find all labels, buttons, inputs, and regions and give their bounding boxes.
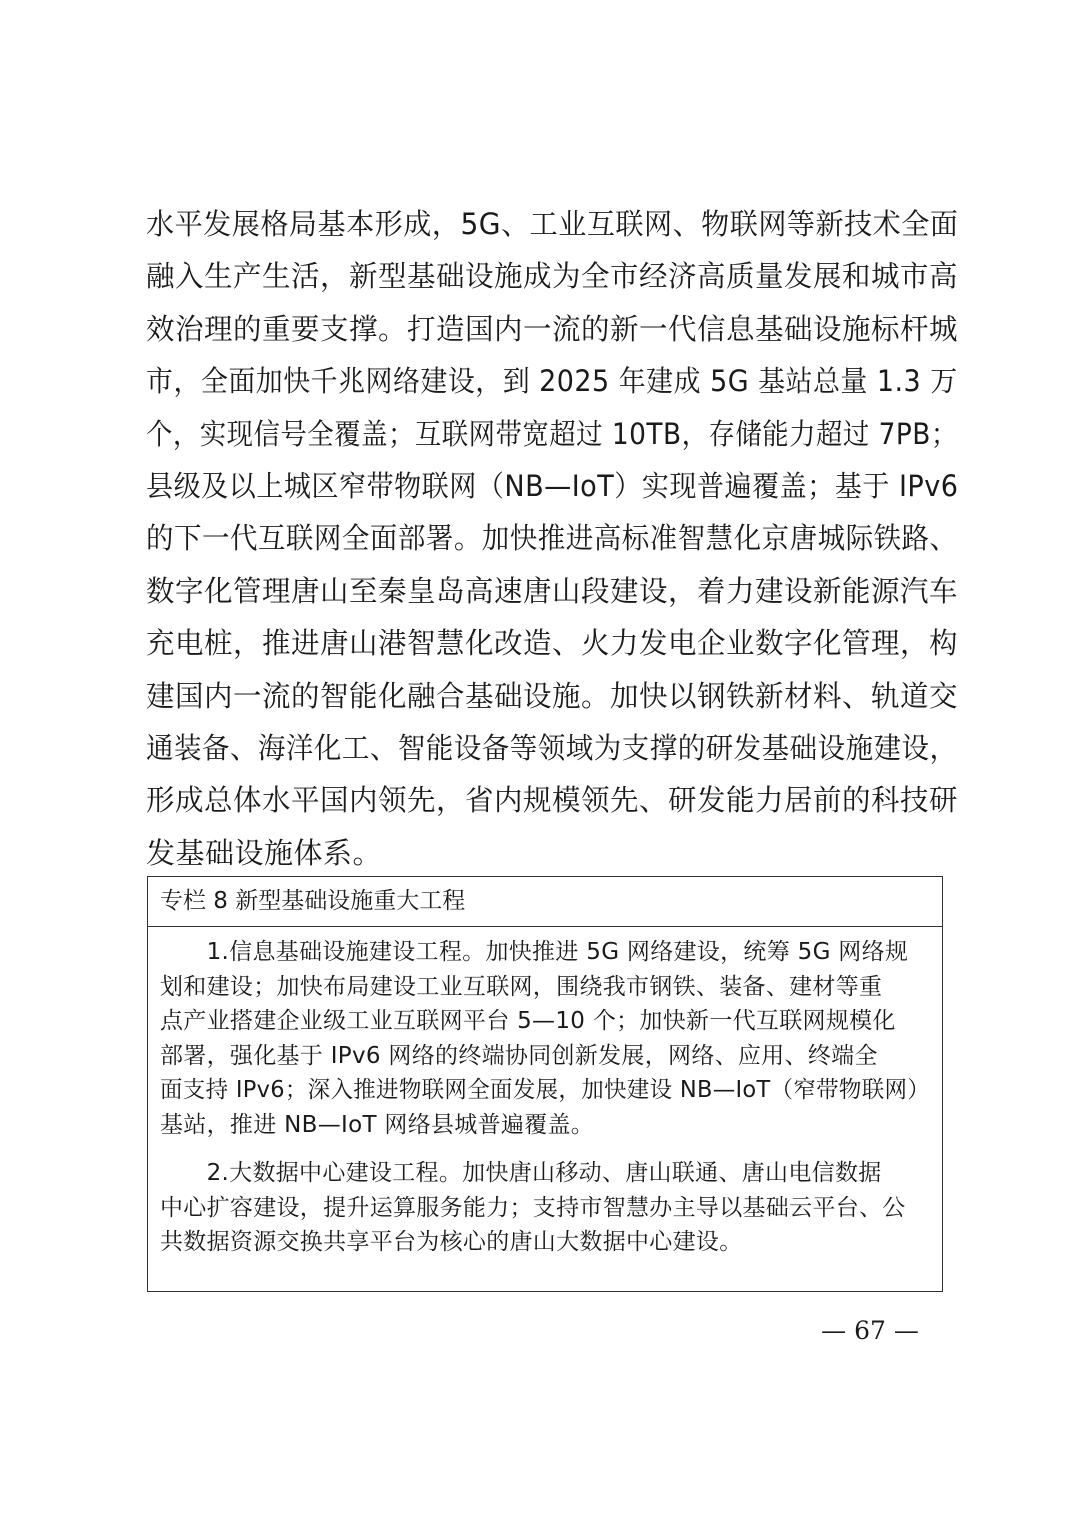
body-line: 充电桩，推进唐山港智慧化改造、火力发电企业数字化管理，构	[146, 626, 959, 661]
page-number: — 67 —	[821, 1316, 919, 1345]
box-line: 面支持 IPv6；深入推进物联网全面发展，加快建设 NB—IoT（窄带物联网）	[160, 1077, 931, 1103]
body-line: 市，全面加快千兆网络建设，到 2025 年建成 5G 基站总量 1.3 万	[146, 364, 958, 399]
body-line: 的下一代互联网全面部署。加快推进高标准智慧化京唐城际铁路、	[146, 521, 958, 556]
body-line: 建国内一流的智能化融合基础设施。加快以钢铁新材料、轨道交	[146, 678, 959, 713]
body-line: 水平发展格局基本形成，5G、工业互联网、物联网等新技术全面	[146, 207, 959, 241]
box-line: 点产业搭建企业级工业互联网平台 5—10 个；加快新一代互联网规模化	[160, 1008, 896, 1034]
box-line: 2.大数据中心建设工程。加快唐山移动、唐山联通、唐山电信数据	[160, 1160, 882, 1186]
body-line: 效治理的重要支撑。打造国内一流的新一代信息基础设施标杆城	[146, 311, 959, 346]
box-item-big-data-center	[160, 1156, 942, 1260]
box-line: 划和建设；加快布局建设工业互联网，围绕我市钢铁、装备、建材等重	[160, 973, 883, 1000]
body-line: 数字化管理唐山至秦皇岛高速唐山段建设，着力建设新能源汽车	[146, 573, 959, 608]
box-line: 1.信息基础设施建设工程。加快推进 5G 网络建设，统筹 5G 网络规	[160, 939, 909, 965]
body-line: 发基础设施体系。	[146, 835, 383, 870]
body-line: 县级及以上城区窄带物联网（NB—IoT）实现普遍覆盖；基于 IPv6	[146, 468, 959, 503]
body-line: 形成总体水平国内领先，省内规模领先、研发能力居前的科技研	[146, 783, 959, 818]
body-line: 融入生产生活，新型基础设施成为全市经济高质量发展和城市高	[146, 259, 959, 294]
box-content	[148, 927, 942, 1260]
box-line: 中心扩容建设，提升运算服务能力；支持市智慧办主导以基础云平台、公	[160, 1194, 906, 1221]
body-line: 个，实现信号全覆盖；互联网带宽超过 10TB，存储能力超过 7PB；	[146, 416, 958, 451]
special-column-box	[147, 876, 943, 1292]
box-line: 共数据资源交换共享平台为核心的唐山大数据中心建设。	[160, 1229, 743, 1255]
box-line: 部署，强化基于 IPv6 网络的终端协同创新发展，网络、应用、终端全	[160, 1042, 878, 1069]
box-item-information-infrastructure	[160, 935, 942, 1142]
body-paragraph	[146, 198, 958, 879]
body-line: 通装备、海洋化工、智能设备等领域为支撑的研发基础设施建设，	[146, 730, 958, 765]
box-line: 基站，推进 NB—IoT 网络县城普遍覆盖。	[160, 1111, 595, 1138]
box-title: 专栏 8 新型基础设施重大工程	[148, 877, 942, 927]
